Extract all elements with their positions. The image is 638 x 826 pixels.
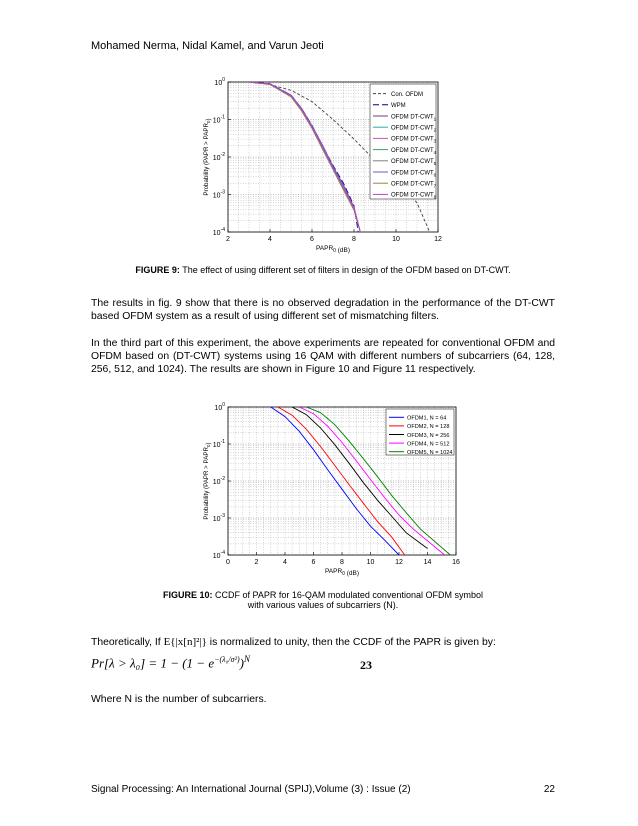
- legend-label: OFDM $DT-CWT_4$: [391, 147, 437, 155]
- x-tick-label: 12: [395, 559, 403, 566]
- paragraph-third-part: In the third part of this experiment, the above experiments are repeated for conventional OFDM and OFDM based on (DT-CWT) systems using 16 QAM with different numbers of subcarriers (64, 128, 256, 512, and 1024). The results are shown in Figure 10 and Figure 11 respectively.: [91, 338, 555, 375]
- legend-label: OFDM $DT-CWT_5$: [391, 159, 437, 167]
- y-tick-label: $10^{-4}$: [212, 227, 225, 237]
- legend-label: OFDM2, N = 128: [407, 424, 450, 431]
- legend-label: OFDM5, N = 1024: [407, 450, 453, 456]
- figure-10-caption-label: FIGURE 10:: [163, 590, 213, 600]
- legend-label: OFDM $DT-CWT_2$: [391, 125, 437, 133]
- legend: [370, 84, 437, 200]
- legend-label: WPM: [391, 103, 406, 110]
- ccdf-equation: $Pr[\lambda > \lambda_0] = 1 - (1 - e^{-(\lambda_0/\sigma^2)})^N$: [91, 654, 250, 671]
- legend-label: OFDM3, N = 256: [407, 432, 450, 439]
- y-axis-label: Probability (PAPR > $PAPR_0$): [203, 118, 212, 196]
- legend-label: OFDM $DT-CWT_3$: [391, 136, 437, 144]
- x-tick-label: 8: [352, 236, 356, 243]
- expectation-expression: E{|x[n]²|}: [163, 636, 207, 648]
- y-axis-label: Probability (PAPR > $PAPR_0$): [203, 442, 212, 520]
- page-footer: [91, 784, 555, 795]
- x-tick-label: 6: [311, 559, 316, 566]
- paragraph-results: The results in fig. 9 show that there is no observed degradation in the performance of the DT-CWT based OFDM system as a result of using different set of mismatching filters.: [91, 298, 555, 322]
- x-tick-label: 6: [310, 236, 314, 243]
- x-tick-label: 2: [226, 236, 230, 243]
- x-tick-label: 16: [452, 559, 460, 566]
- equation-exponent: −(λ₀/σ²): [214, 655, 240, 664]
- x-tick-label: 10: [392, 236, 400, 243]
- figure-9-caption-label: FIGURE 9:: [135, 265, 180, 275]
- x-tick-label: 2: [254, 559, 259, 566]
- y-tick-label: $10^{-1}$: [212, 114, 225, 125]
- figure-9-caption-text: The effect of using different set of filters in design of the OFDM based on DT-CWT.: [179, 265, 511, 275]
- legend-label: OFDM $DT-CWT_7$: [391, 181, 437, 189]
- y-tick-label: $10^0$: [214, 402, 225, 412]
- y-tick-label: $10^{-1}$: [212, 439, 225, 449]
- figure-10-caption-line1: CCDF of PAPR for 16-QAM modulated conventional OFDM symbol: [212, 590, 483, 600]
- theory-text-b: is normalized to unity, then the CCDF of the PAPR is given by:: [206, 637, 496, 648]
- y-tick-label: $10^{-2}$: [212, 152, 225, 162]
- legend: [386, 409, 454, 456]
- legend-label: OFDM4, N = 512: [407, 441, 450, 448]
- equation-number: 23: [360, 658, 372, 672]
- x-tick-label: 8: [340, 559, 344, 566]
- footer-journal: Signal Processing: An International Journal (SPIJ),Volume (3) : Issue (2): [91, 784, 411, 795]
- legend-label: Con. OFDM: [391, 91, 424, 98]
- figure-10-chart: [190, 397, 470, 579]
- y-tick-label: $10^{-4}$: [212, 550, 225, 560]
- x-tick-label: 12: [434, 236, 442, 243]
- equation-lhs: Pr[λ > λ₀] = 1 − (1 − e: [91, 655, 215, 671]
- x-axis-label: $PAPR_0$ (dB): [324, 568, 360, 577]
- paragraph-where: Where N is the number of subcarriers.: [91, 694, 267, 705]
- y-tick-label: $10^0$: [214, 77, 225, 87]
- x-tick-label: 4: [283, 559, 287, 566]
- x-axis-label: $PAPR_0$ (dB): [315, 245, 351, 254]
- legend-label: OFDM1, N = 64: [407, 415, 447, 422]
- y-tick-label: $10^{-3}$: [212, 513, 225, 523]
- running-header: Mohamed Nerma, Nidal Kamel, and Varun Jeoti: [91, 40, 324, 52]
- figure-10-caption: [91, 590, 555, 610]
- x-tick-label: 14: [423, 559, 432, 566]
- equation-power: N: [243, 654, 250, 664]
- legend-label: OFDM $DT-CWT_8$: [391, 192, 437, 200]
- paragraph-theory: [91, 636, 555, 649]
- theory-text-a: Theoretically, If: [91, 637, 164, 648]
- x-tick-label: 0: [226, 559, 230, 566]
- figure-10-caption-line2: with various values of subcarriers (N).: [247, 600, 399, 610]
- y-tick-label: $10^{-2}$: [212, 476, 225, 486]
- legend-label: OFDM $DT-CWT_1$: [391, 114, 437, 122]
- x-tick-label: 10: [366, 559, 375, 566]
- legend-label: OFDM $DT-CWT_6$: [391, 170, 437, 178]
- x-tick-label: 4: [268, 236, 272, 243]
- y-tick-label: $10^{-3}$: [212, 189, 225, 200]
- page-number: 22: [543, 784, 555, 795]
- figure-9-caption: [91, 265, 555, 275]
- figure-9-chart: [190, 74, 450, 254]
